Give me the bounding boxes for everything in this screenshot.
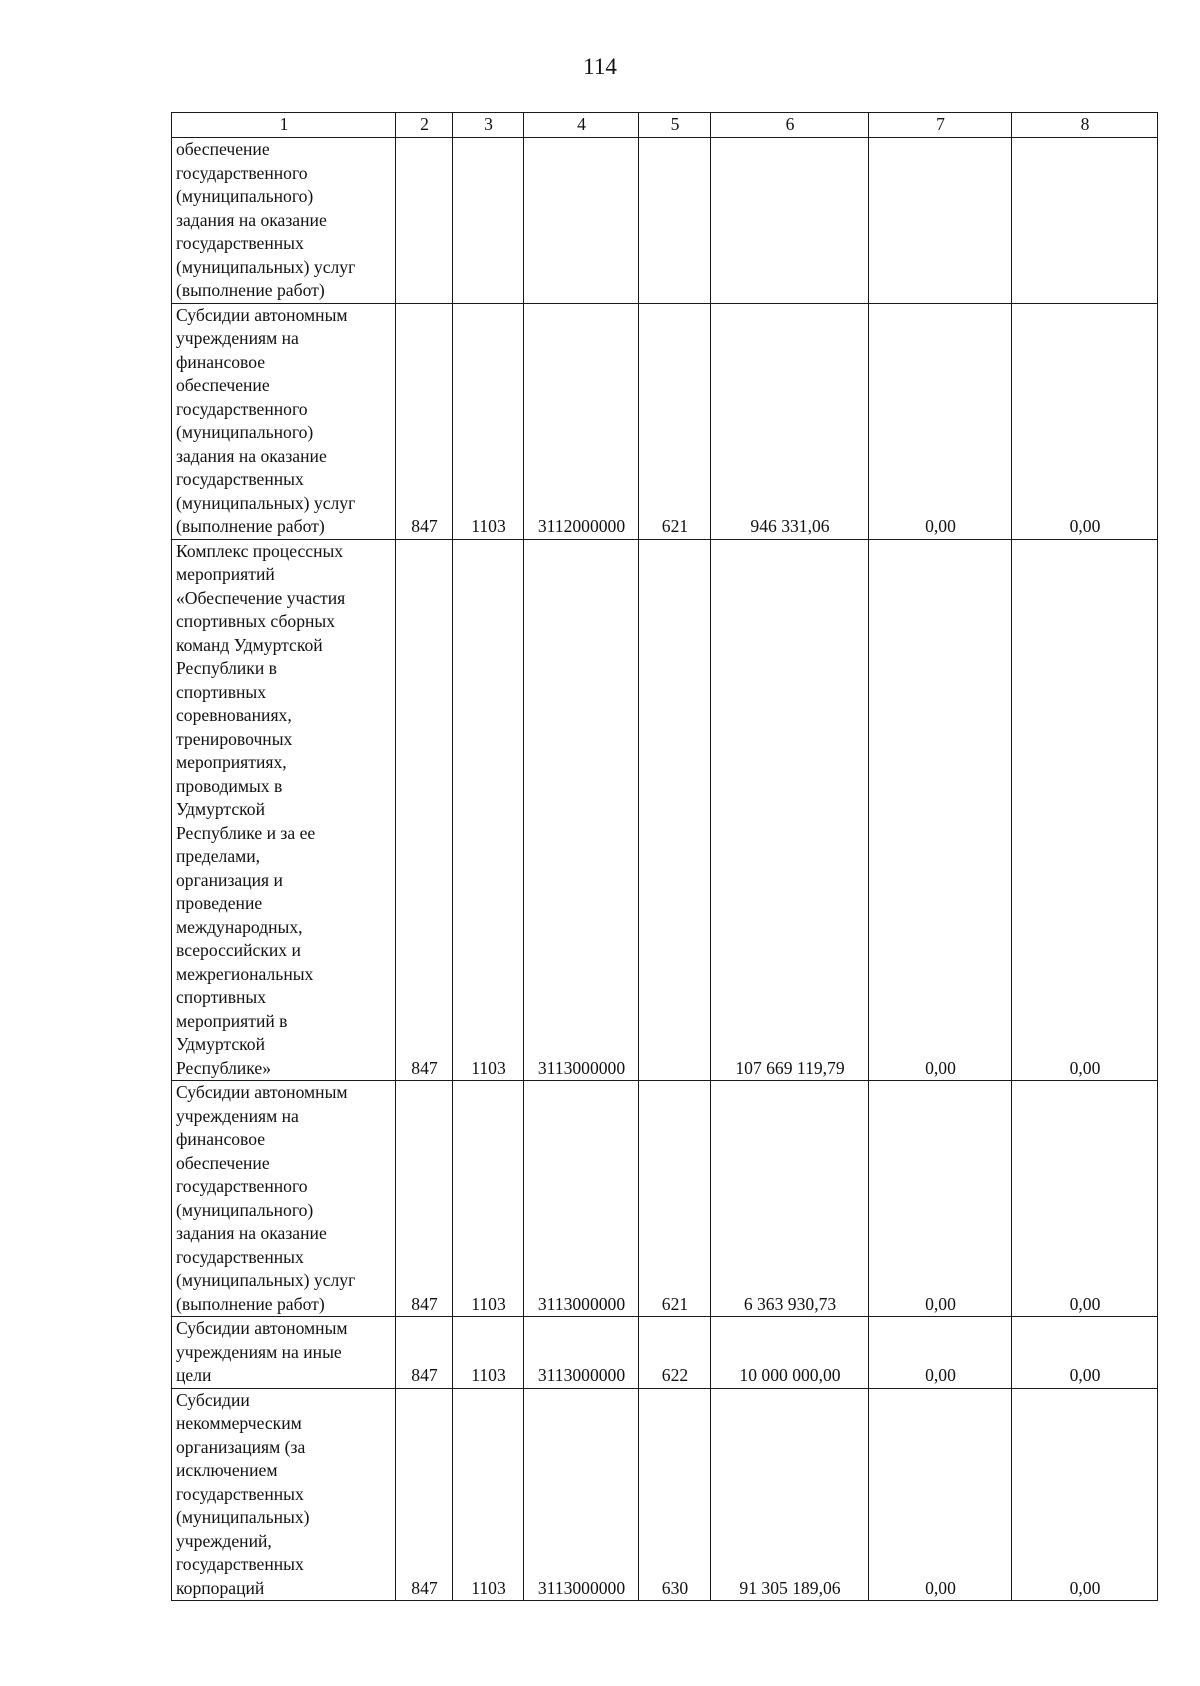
cell-amount-2: 0,00: [869, 303, 1012, 539]
cell-amount-2: 0,00: [869, 539, 1012, 1081]
cell-amount-2: [869, 138, 1012, 304]
item-name-line: государственных: [176, 233, 304, 253]
cell-expense-type: [639, 539, 711, 1081]
cell-section-code: 1103: [453, 1388, 524, 1601]
item-name-line: задания на оказание: [176, 209, 327, 230]
cell-section-code: 1103: [453, 1317, 524, 1389]
item-name-line: обеспечение: [176, 139, 270, 159]
cell-section-code: [453, 138, 524, 304]
cell-amount-3: 0,00: [1012, 303, 1158, 539]
item-name-line: проведение: [176, 893, 263, 913]
cell-item-name: [172, 138, 396, 304]
item-name-line: задания на оказание: [176, 1223, 327, 1243]
item-name-line: некоммерческим: [176, 1413, 302, 1433]
budget-table: [171, 112, 1158, 1601]
header-cell-5: 5: [639, 113, 711, 138]
cell-item-name: [172, 303, 396, 539]
cell-target-code: 3113000000: [524, 1081, 639, 1317]
cell-admin-code: 847: [396, 303, 453, 539]
cell-amount-1: 6 363 930,73: [711, 1081, 869, 1317]
header-cell-2: 2: [396, 113, 453, 138]
item-name-line: Республики в: [176, 658, 277, 678]
cell-amount-1: 91 305 189,06: [711, 1388, 869, 1601]
item-name-line: (муниципального): [176, 1199, 314, 1220]
cell-target-code: 3113000000: [524, 1388, 639, 1601]
item-name-line: (муниципального): [176, 186, 314, 206]
cell-target-code: 3112000000: [524, 303, 639, 539]
cell-amount-1: [711, 138, 869, 304]
cell-admin-code: 847: [396, 1317, 453, 1389]
cell-item-name: [172, 1081, 396, 1317]
item-name-line: государственного: [176, 398, 308, 419]
item-name-line: государственных: [176, 469, 304, 489]
item-name-line: учреждениям на: [176, 328, 299, 348]
cell-target-code: 3113000000: [524, 539, 639, 1081]
header-cell-3: 3: [453, 113, 524, 138]
cell-expense-type: 621: [639, 1081, 711, 1317]
item-name-line: Субсидии автономным: [176, 1082, 348, 1102]
cell-section-code: 1103: [453, 539, 524, 1081]
cell-amount-3: 0,00: [1012, 1388, 1158, 1601]
item-name-line: Субсидии автономным: [176, 1318, 348, 1338]
cell-admin-code: [396, 138, 453, 304]
item-name-line: «Обеспечение участия: [176, 587, 346, 608]
item-name-line: (выполнение работ): [176, 1293, 325, 1314]
item-name-line: межрегиональных: [176, 963, 314, 984]
cell-expense-type: 622: [639, 1317, 711, 1389]
item-name-line: организациям (за: [176, 1436, 306, 1457]
item-name-line: государственного: [176, 1176, 308, 1196]
cell-amount-2: 0,00: [869, 1388, 1012, 1601]
item-name-line: (муниципального): [176, 422, 314, 442]
cell-target-code: 3113000000: [524, 1317, 639, 1389]
cell-admin-code: 847: [396, 539, 453, 1081]
table-row: [172, 1388, 1158, 1601]
cell-section-code: 1103: [453, 303, 524, 539]
item-name-line: (муниципальных) услуг: [176, 1270, 356, 1290]
item-name-line: корпораций: [176, 1577, 265, 1598]
item-name-line: обеспечение: [176, 1152, 270, 1173]
item-name-line: обеспечение: [176, 375, 270, 395]
header-cell-8: 8: [1012, 113, 1158, 138]
cell-item-name: [172, 539, 396, 1081]
item-name-line: тренировочных: [176, 728, 293, 749]
cell-item-name: [172, 1388, 396, 1601]
item-name-line: финансовое: [176, 351, 266, 372]
item-name-line: Удмуртской: [176, 1034, 266, 1054]
header-cell-4: 4: [524, 113, 639, 138]
item-name-line: всероссийских и: [176, 940, 301, 960]
cell-admin-code: 847: [396, 1081, 453, 1317]
item-name-line: мероприятий в: [176, 1010, 288, 1031]
header-row: [172, 113, 1158, 138]
item-name-line: соревнованиях,: [176, 705, 292, 725]
cell-amount-3: [1012, 138, 1158, 304]
cell-amount-1: 10 000 000,00: [711, 1317, 869, 1389]
table-row: [172, 138, 1158, 304]
cell-item-name: [172, 1317, 396, 1389]
header-cell-6: 6: [711, 113, 869, 138]
item-name-line: Удмуртской: [176, 799, 266, 819]
item-name-line: команд Удмуртской: [176, 634, 323, 655]
item-name-line: (муниципальных) услуг: [176, 256, 356, 277]
item-name-line: организация и: [176, 869, 283, 890]
item-name-line: Субсидии автономным: [176, 304, 348, 325]
cell-expense-type: [639, 138, 711, 304]
item-name-line: Республике»: [176, 1057, 272, 1078]
item-name-line: (муниципальных) услуг: [176, 492, 356, 513]
item-name-line: государственного: [176, 162, 308, 183]
item-name-line: учреждений,: [176, 1530, 272, 1551]
table-row: [172, 1317, 1158, 1389]
item-name-line: исключением: [176, 1460, 278, 1480]
cell-section-code: 1103: [453, 1081, 524, 1317]
item-name-line: проводимых в: [176, 775, 283, 796]
item-name-line: финансовое: [176, 1129, 266, 1149]
item-name-line: (выполнение работ): [176, 280, 325, 300]
item-name-line: спортивных: [176, 987, 267, 1007]
item-name-line: спортивных сборных: [176, 611, 336, 631]
header-cell-7: 7: [869, 113, 1012, 138]
item-name-line: учреждениям на иные: [176, 1341, 342, 1362]
item-name-line: мероприятиях,: [176, 752, 287, 772]
cell-amount-1: 107 669 119,79: [711, 539, 869, 1081]
item-name-line: Субсидии: [176, 1389, 250, 1410]
item-name-line: Республике и за ее: [176, 822, 316, 843]
cell-expense-type: 621: [639, 303, 711, 539]
item-name-line: учреждениям на: [176, 1105, 299, 1126]
item-name-line: государственных: [176, 1483, 304, 1504]
cell-amount-2: 0,00: [869, 1317, 1012, 1389]
item-name-line: международных,: [176, 916, 303, 937]
cell-amount-1: 946 331,06: [711, 303, 869, 539]
table-row: [172, 303, 1158, 539]
table-row: [172, 1081, 1158, 1317]
item-name-line: государственных: [176, 1246, 304, 1267]
cell-amount-3: 0,00: [1012, 539, 1158, 1081]
cell-amount-2: 0,00: [869, 1081, 1012, 1317]
header-cell-1: 1: [172, 113, 396, 138]
cell-expense-type: 630: [639, 1388, 711, 1601]
item-name-line: спортивных: [176, 681, 267, 702]
item-name-line: цели: [176, 1365, 212, 1385]
item-name-line: (выполнение работ): [176, 516, 325, 536]
item-name-line: Комплекс процессных: [176, 540, 344, 561]
item-name-line: мероприятий: [176, 564, 275, 584]
item-name-line: (муниципальных): [176, 1507, 310, 1527]
cell-amount-3: 0,00: [1012, 1317, 1158, 1389]
cell-target-code: [524, 138, 639, 304]
item-name-line: пределами,: [176, 846, 261, 866]
page-number: 114: [583, 54, 617, 79]
item-name-line: государственных: [176, 1554, 304, 1574]
cell-amount-3: 0,00: [1012, 1081, 1158, 1317]
item-name-line: задания на оказание: [176, 445, 327, 466]
cell-admin-code: 847: [396, 1388, 453, 1601]
table-body: [172, 113, 1158, 1601]
table-row: [172, 539, 1158, 1081]
